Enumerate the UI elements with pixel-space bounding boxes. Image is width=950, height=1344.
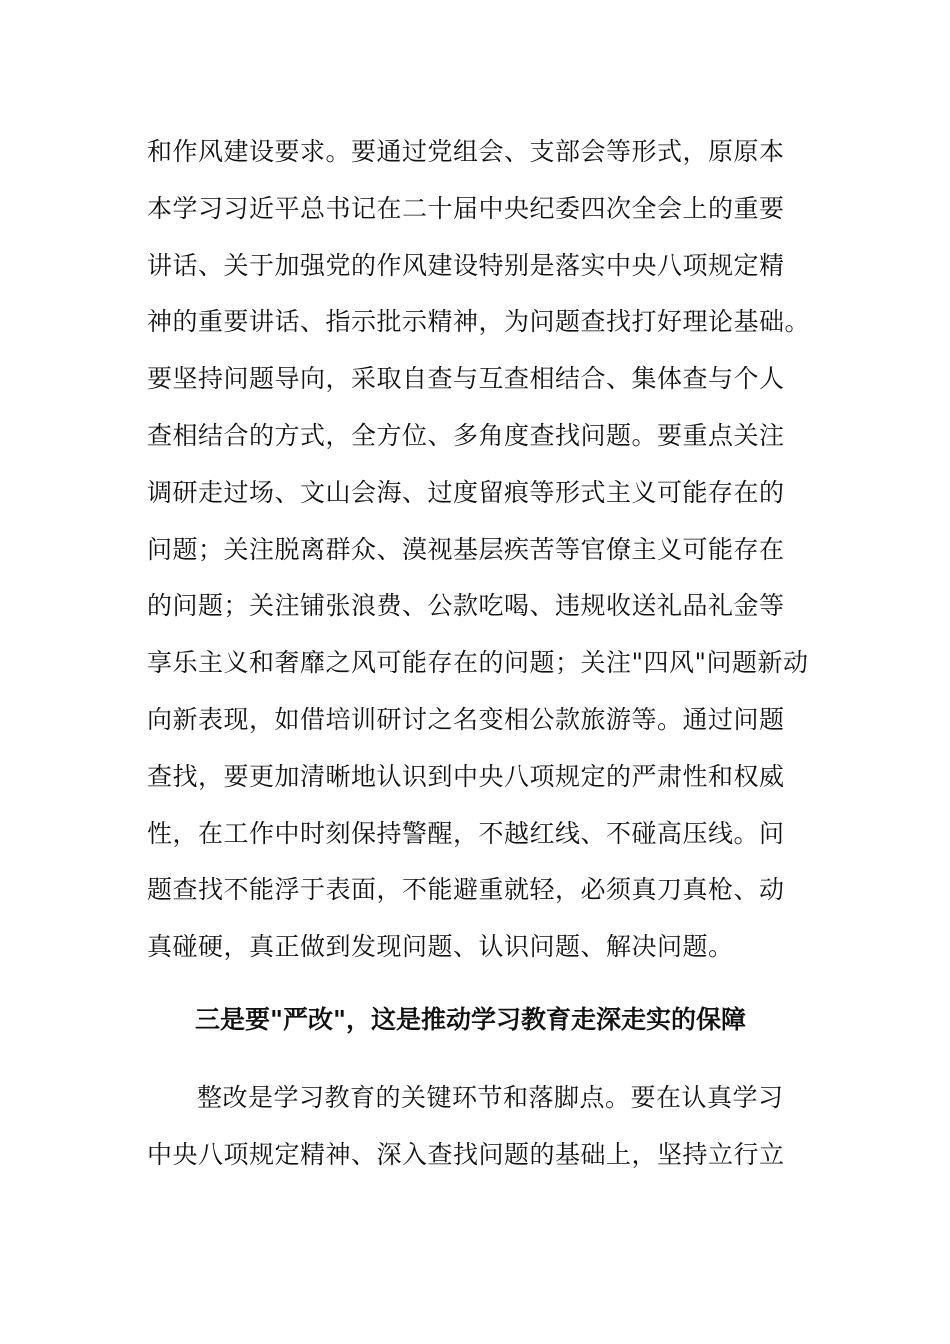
text-line: 向新表现，如借培训研讨之名变相公款旅游等。通过问题 — [147, 704, 785, 734]
text-line: 享乐主义和奢靡之风可能存在的问题；关注"四风"问题新动 — [147, 648, 809, 678]
text-line: 问题；关注脱离群众、漠视基层疾苦等官僚主义可能存在 — [147, 534, 785, 564]
text-line: 本学习习近平总书记在二十届中央纪委四次全会上的重要 — [147, 193, 785, 223]
text-line: 查找，要更加清晰地认识到中央八项规定的严肃性和权威 — [147, 761, 785, 791]
text-line: 讲话、关于加强党的作风建设特别是落实中央八项规定精 — [147, 250, 785, 280]
text-line: 真碰硬，真正做到发现问题、认识问题、解决问题。 — [147, 932, 734, 962]
section-heading: 三是要"严改"，这是推动学习教育走深走实的保障 — [195, 1005, 747, 1034]
text-line: 的问题；关注铺张浪费、公款吃喝、违规收送礼品礼金等 — [147, 591, 785, 621]
text-line: 题查找不能浮于表面，不能避重就轻，必须真刀真枪、动 — [147, 875, 785, 905]
text-line: 神的重要讲话、指示批示精神，为问题查找打好理论基础。 — [147, 307, 811, 337]
text-line: 整改是学习教育的关键环节和落脚点。要在认真学习 — [197, 1083, 784, 1112]
text-line: 中央八项规定精神、深入查找问题的基础上，坚持立行立 — [147, 1139, 785, 1169]
paragraph-problem-finding — [147, 124, 817, 976]
paragraph-rectification — [147, 1070, 817, 1184]
text-line: 要坚持问题导向，采取自查与互查相结合、集体查与个人 — [147, 364, 785, 394]
text-line: 调研走过场、文山会海、过度留痕等形式主义可能存在的 — [147, 477, 785, 507]
text-line: 性，在工作中时刻保持警醒，不越红线、不碰高压线。问 — [147, 818, 785, 848]
text-line: 查相结合的方式，全方位、多角度查找问题。要重点关注 — [147, 420, 785, 450]
text-line: 和作风建设要求。要通过党组会、支部会等形式，原原本 — [147, 137, 785, 166]
